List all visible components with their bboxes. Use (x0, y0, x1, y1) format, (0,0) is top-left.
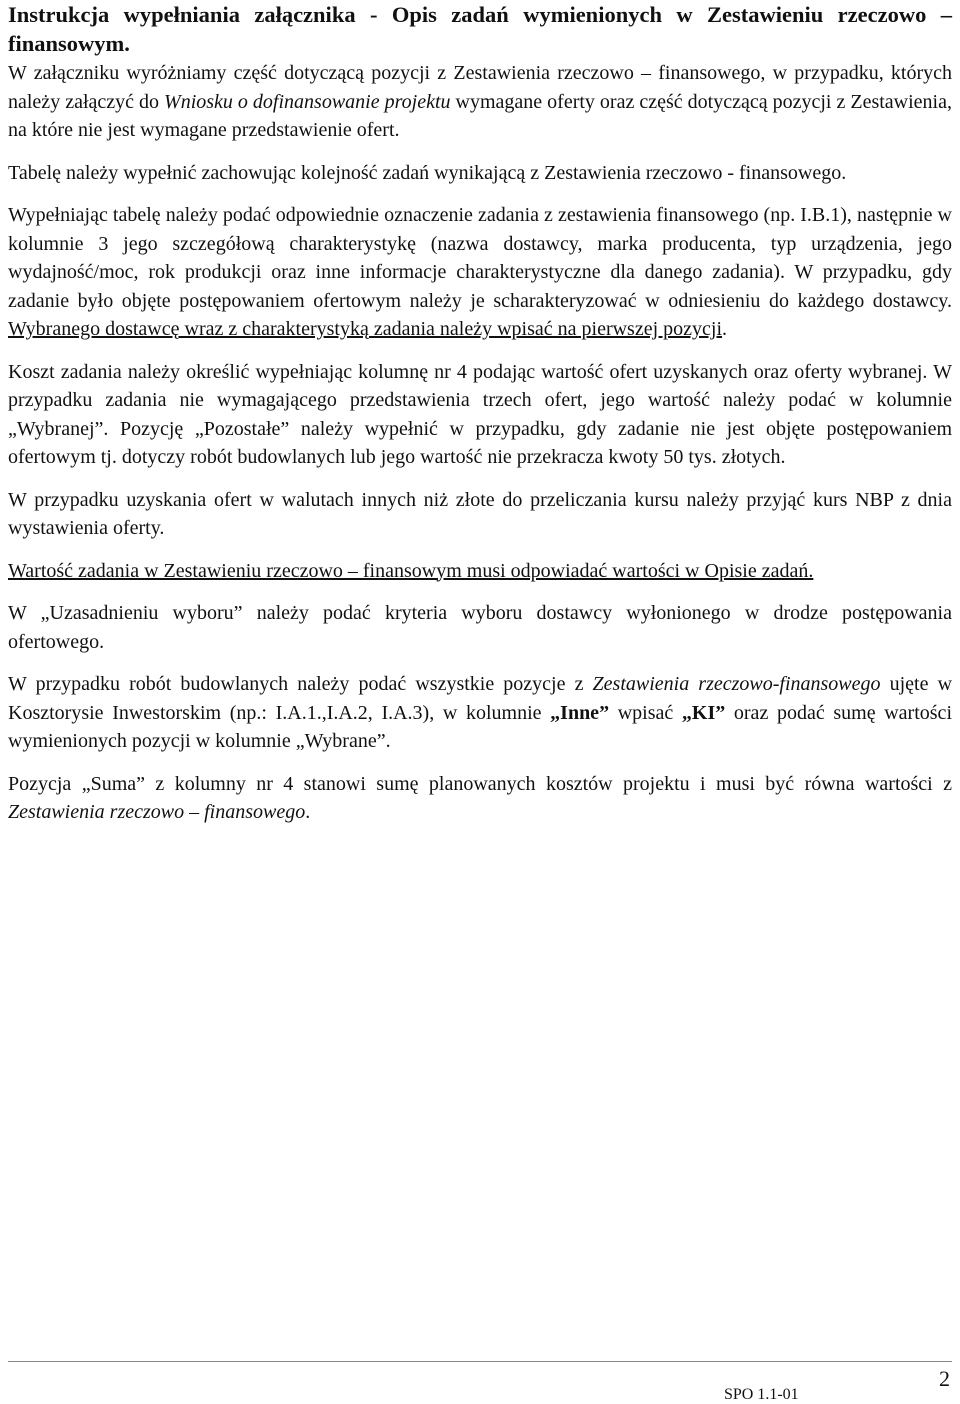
paragraph-intro (8, 59, 952, 145)
paragraph-sum-text: Pozycja „Suma” z kolumny nr 4 stanowi sumę planowanych kosztów projektu i musi być równa wartości z (8, 772, 952, 795)
paragraph-construction-bold-inne: „Inne” (550, 701, 610, 724)
paragraph-intro-text-2: wymagane oferty oraz część dotyczącą pozycji z Zestawienia, na które nie jest wymagane przedstawienie ofert. (8, 90, 952, 141)
document-code: SPO 1.1-01 (724, 1386, 799, 1403)
paragraph-fill-table (8, 201, 952, 344)
paragraph-fill-table-underlined: Wybranego dostawcę wraz z charakterystyką zadania należy wpisać na pierwszej pozycji (8, 318, 723, 340)
paragraph-construction-text-1: W przypadku robót budowlanych należy podać wszystkie pozycje z (8, 673, 593, 695)
paragraph-construction-text-2: ujęte w Kosztorysie Inwestorskim (np.: I.A.1.,I.A.2, I.A.3), w kolumnie (8, 673, 953, 724)
paragraph-fill-table-end: . (722, 318, 728, 340)
paragraph-cost: Koszt zadania należy określić wypełniając kolumnę nr 4 podając wartość ofert uzyskanych oraz oferty wybranej. W przypadku zadania nie wymagającego przedstawienia trzech ofert, jego wartość należy podać w kolumnie „Wybranej”. Pozycję „Pozostałe” należy wypełnić w przypadku, gdy zadanie nie jest objęte postępowaniem ofertowym tj. dotyczy robót budowlanych lub jego wartość nie przekracza kwoty 50 tys. złotych. (8, 360, 952, 468)
paragraph-sum-end: . (305, 801, 311, 823)
paragraph-table-order: Tabelę należy wypełnić zachowując kolejność zadań wynikającą z Zestawienia rzeczowo - finansowego. (8, 161, 847, 184)
paragraph-intro-italic: Wniosku o dofinansowanie projektu (164, 90, 451, 113)
paragraph-sum-italic: Zestawienia rzeczowo – finansowego (8, 801, 306, 823)
paragraph-value-match: Wartość zadania w Zestawieniu rzeczowo – finansowym musi odpowiadać wartości w Opisie zadań. (8, 559, 814, 582)
paragraph-construction-italic: Zestawienia rzeczowo-finansowego (592, 673, 881, 695)
paragraph-intro-text-1: W załączniku wyróżniamy część dotyczącą pozycji z Zestawienia rzeczowo – finansowego, w przypadku, których należy załączyć do (8, 62, 952, 113)
paragraph-sum (8, 770, 952, 827)
paragraph-construction-bold-ki: „KI” (681, 701, 726, 724)
paragraph-justification: W „Uzasadnieniu wyboru” należy podać kryteria wyboru dostawcy wyłonionego w drodze postępowania ofertowego. (8, 602, 952, 653)
footer-divider (8, 1361, 952, 1362)
paragraph-construction (8, 670, 952, 756)
paragraph-fill-table-text: Wypełniając tabelę należy podać odpowiednie oznaczenie zadania z zestawienia finansowego (np. I.B.1), następnie w kolumnie 3 jego szczegółową charakterystykę (nazwa dostawcy, marka producenta, typ urządzenia, jego wydajność/moc, rok produkcji oraz inne informacje charakterystyczne dla danego zadania). W przypadku, gdy zadanie było objęte postępowaniem ofertowym należy je scharakteryzować w odniesieniu do każdego dostawcy. (8, 204, 952, 312)
paragraph-currency: W przypadku uzyskania ofert w walutach innych niż złote do przeliczania kursu należy przyjąć kurs NBP z dnia wystawienia oferty. (8, 488, 952, 539)
paragraph-construction-text-4: oraz podać sumę wartości wymienionych pozycji w kolumnie „Wybrane”. (8, 701, 952, 752)
document-title: Instrukcja wypełniania załącznika - Opis zadań wymienionych w Zestawieniu rzeczowo – finansowym. (8, 2, 952, 56)
page-number: 2 (939, 1366, 950, 1391)
document-page (8, 0, 952, 827)
paragraph-construction-text-3: wpisać (609, 701, 682, 724)
